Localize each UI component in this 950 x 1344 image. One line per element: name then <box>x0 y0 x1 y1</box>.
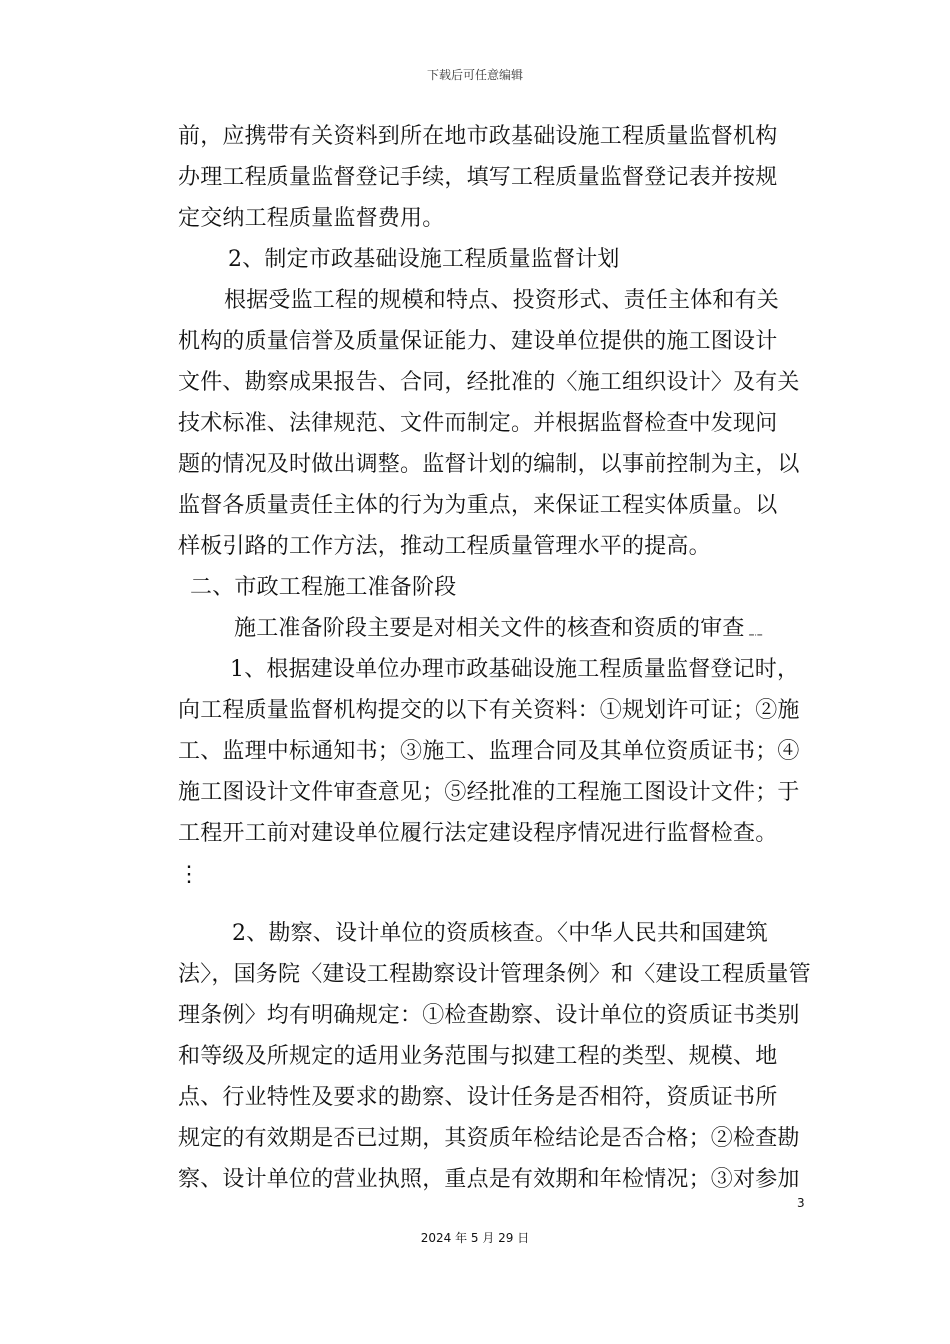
text-line: ⋮ <box>178 862 201 887</box>
text-line: 点、行业特性及要求的勘察、设计任务是否相符，资质证书所 <box>178 1085 778 1110</box>
text-line: 1、根据建设单位办理市政基础设施工程质量监督登记时， <box>230 657 800 682</box>
text-line: 工程开工前对建设单位履行法定建设程序情况进行监督检查。 <box>178 821 778 846</box>
text-line: 察、设计单位的营业执照，重点是有效期和年检情况；③对参加 <box>178 1167 800 1192</box>
text-line: 2、制定市政基础设施工程质量监督计划 <box>228 247 620 272</box>
text-line: 文件、勘察成果报告、合同，经批准的〈施工组织设计〉及有关 <box>178 370 800 395</box>
text-line: 题的情况及时做出调整。监督计划的编制，以事前控制为主，以 <box>178 452 800 477</box>
text-line: 前，应携带有关资料到所在地市政基础设施工程质量监督机构 <box>178 124 778 149</box>
text-line: 理条例〉均有明确规定：①检查勘察、设计单位的资质证书类别 <box>178 1003 800 1028</box>
text-line: 监督各质量责任主体的行为为重点，来保证工程实体质量。以 <box>178 493 778 518</box>
text-line: 2、勘察、设计单位的资质核查。〈中华人民共和国建筑 <box>232 921 768 946</box>
text-line: 办理工程质量监督登记手续，填写工程质量监督登记表并按规 <box>178 165 778 190</box>
text-line: 二、市政工程施工准备阶段 <box>190 575 457 600</box>
text-line: 法〉，国务院〈建设工程勘察设计管理条例〉和〈建设工程质量管 <box>178 962 811 987</box>
text-line: 向工程质量监督机构提交的以下有关资料：①规划许可证；②施 <box>178 698 800 723</box>
text-line: 技术标准、法律规范、文件而制定。并根据监督检查中发现问 <box>178 411 778 436</box>
footer-date: 2024 年 5 月 29 日 <box>420 1231 530 1245</box>
text-line: 机构的质量信誉及质量保证能力、建设单位提供的施工图设计 <box>178 329 778 354</box>
text-line: 规定的有效期是否已过期，其资质年检结论是否合格；②检查勘 <box>178 1126 800 1151</box>
text-line: 施工图设计文件审查意见；⑤经批准的工程施工图设计文件；于 <box>178 780 800 805</box>
page-header: 下载后可任意编辑 <box>426 68 523 82</box>
text-line: 施工准备阶段主要是对相关文件的核查和资质的审查﹎ <box>234 616 767 641</box>
text-line: 定交纳工程质量监督费用。 <box>178 206 445 231</box>
document-body <box>178 116 818 1200</box>
paragraph-gap <box>178 895 818 913</box>
text-line: 和等级及所规定的适用业务范围与拟建工程的类型、规模、地 <box>178 1044 778 1069</box>
page-number: 3 <box>797 1196 805 1210</box>
text-line: 工、监理中标通知书；③施工、监理合同及其单位资质证书；④ <box>178 739 800 764</box>
text-line: 根据受监工程的规模和特点、投资形式、责任主体和有关 <box>224 288 780 313</box>
text-line: 样板引路的工作方法，推动工程质量管理水平的提高。 <box>178 534 711 559</box>
